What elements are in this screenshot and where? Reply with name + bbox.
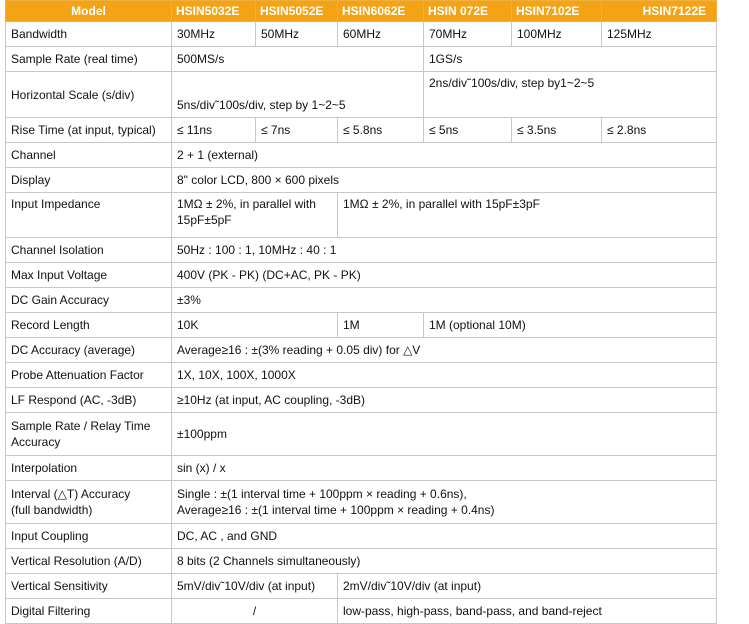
table-row (6, 549, 717, 574)
cell-value: 60MHz (338, 22, 424, 47)
header-model: HSIN7122E (602, 1, 717, 22)
row-label: Display (6, 168, 172, 193)
cell-value: ≤ 7ns (256, 118, 338, 143)
spec-table (5, 0, 717, 624)
cell-value: 400V (PK - PK) (DC+AC, PK - PK) (172, 263, 717, 288)
cell-value: 8" color LCD, 800 × 600 pixels (172, 168, 717, 193)
row-label: Interpolation (6, 456, 172, 481)
cell-value: ≤ 11ns (172, 118, 256, 143)
cell-value: ≤ 5ns (424, 118, 512, 143)
table-row (6, 193, 717, 238)
row-label (6, 413, 172, 456)
table-row (6, 363, 717, 388)
header-row (6, 1, 717, 22)
cell-value: 1MΩ ± 2%, in parallel with 15pF±5pF (172, 193, 338, 238)
row-label: Vertical Sensitivity (6, 574, 172, 599)
cell-value: 2 + 1 (external) (172, 143, 717, 168)
cell-value-line: Average≥16 : ±(1 interval time + 100ppm × reading + 0.4ns) (177, 503, 495, 517)
cell-value: 1MΩ ± 2%, in parallel with 15pF±3pF (338, 193, 717, 238)
cell-value: sin (x) / x (172, 456, 717, 481)
cell-value: 50Hz : 100 : 1, 10MHz : 40 : 1 (172, 238, 717, 263)
table-row (6, 599, 717, 624)
row-label: LF Respond (AC, -3dB) (6, 388, 172, 413)
cell-value: 5mV/div˜10V/div (at input) (172, 574, 338, 599)
header-model: HSIN6062E (338, 1, 424, 22)
cell-value: ≤ 5.8ns (338, 118, 424, 143)
cell-value: 50MHz (256, 22, 338, 47)
cell-value: 2mV/div˜10V/div (at input) (338, 574, 717, 599)
cell-value-line: Single : ±(1 interval time + 100ppm × reading + 0.6ns), (177, 487, 467, 501)
row-label-line: Accuracy (11, 435, 61, 449)
row-label: Probe Attenuation Factor (6, 363, 172, 388)
table-row (6, 481, 717, 524)
table-row (6, 238, 717, 263)
row-label-line: (full bandwidth) (11, 503, 93, 517)
row-label: Input Coupling (6, 524, 172, 549)
row-label: Bandwidth (6, 22, 172, 47)
table-row (6, 413, 717, 456)
row-label: Horizontal Scale (s/div) (6, 72, 172, 118)
table-row (6, 574, 717, 599)
table-row (6, 118, 717, 143)
table-row (6, 288, 717, 313)
cell-value: 1X, 10X, 100X, 1000X (172, 363, 717, 388)
cell-value: / (172, 599, 338, 624)
row-label: Max Input Voltage (6, 263, 172, 288)
table-row (6, 313, 717, 338)
cell-value: ±100ppm (172, 413, 717, 456)
row-label: Sample Rate (real time) (6, 47, 172, 72)
table-row (6, 338, 717, 363)
cell-value (172, 481, 717, 524)
row-label: Channel (6, 143, 172, 168)
cell-value: 8 bits (2 Channels simultaneously) (172, 549, 717, 574)
row-label: DC Accuracy (average) (6, 338, 172, 363)
row-label: Rise Time (at input, typical) (6, 118, 172, 143)
cell-value: 1M (338, 313, 424, 338)
cell-value: DC, AC , and GND (172, 524, 717, 549)
cell-value: 100MHz (512, 22, 602, 47)
cell-value: 2ns/div˜100s/div, step by1~2~5 (424, 72, 717, 118)
table-row (6, 388, 717, 413)
table-row (6, 47, 717, 72)
cell-value: 30MHz (172, 22, 256, 47)
row-label: Vertical Resolution (A/D) (6, 549, 172, 574)
table-row (6, 143, 717, 168)
row-label: Record Length (6, 313, 172, 338)
cell-value: Average≥16 : ±(3% reading + 0.05 div) for △V (172, 338, 717, 363)
cell-value: 1GS/s (424, 47, 717, 72)
table-row (6, 72, 717, 118)
header-model: HSIN5032E (172, 1, 256, 22)
row-label: DC Gain Accuracy (6, 288, 172, 313)
row-label-line: Interval (△T) Accuracy (11, 487, 131, 501)
header-model: HSIN 072E (424, 1, 512, 22)
table-row (6, 22, 717, 47)
cell-value: ±3% (172, 288, 717, 313)
table-row (6, 456, 717, 481)
header-model-label: Model (6, 1, 172, 22)
table-row (6, 524, 717, 549)
cell-value: 1M (optional 10M) (424, 313, 717, 338)
header-model: HSIN5052E (256, 1, 338, 22)
row-label: Channel Isolation (6, 238, 172, 263)
row-label: Digital Filtering (6, 599, 172, 624)
cell-value: 70MHz (424, 22, 512, 47)
cell-value: ≤ 2.8ns (602, 118, 717, 143)
table-row (6, 263, 717, 288)
row-label-line: Sample Rate / Relay Time (11, 419, 151, 433)
header-model: HSIN7102E (512, 1, 602, 22)
cell-value: low-pass, high-pass, band-pass, and band-reject (338, 599, 717, 624)
row-label: Input Impedance (6, 193, 172, 238)
cell-value: 5ns/div˜100s/div, step by 1~2~5 (172, 72, 424, 118)
cell-value: 10K (172, 313, 338, 338)
cell-value: 125MHz (602, 22, 717, 47)
cell-value: ≤ 3.5ns (512, 118, 602, 143)
cell-value: 500MS/s (172, 47, 424, 72)
row-label (6, 481, 172, 524)
table-row (6, 168, 717, 193)
cell-value: ≥10Hz (at input, AC coupling, -3dB) (172, 388, 717, 413)
